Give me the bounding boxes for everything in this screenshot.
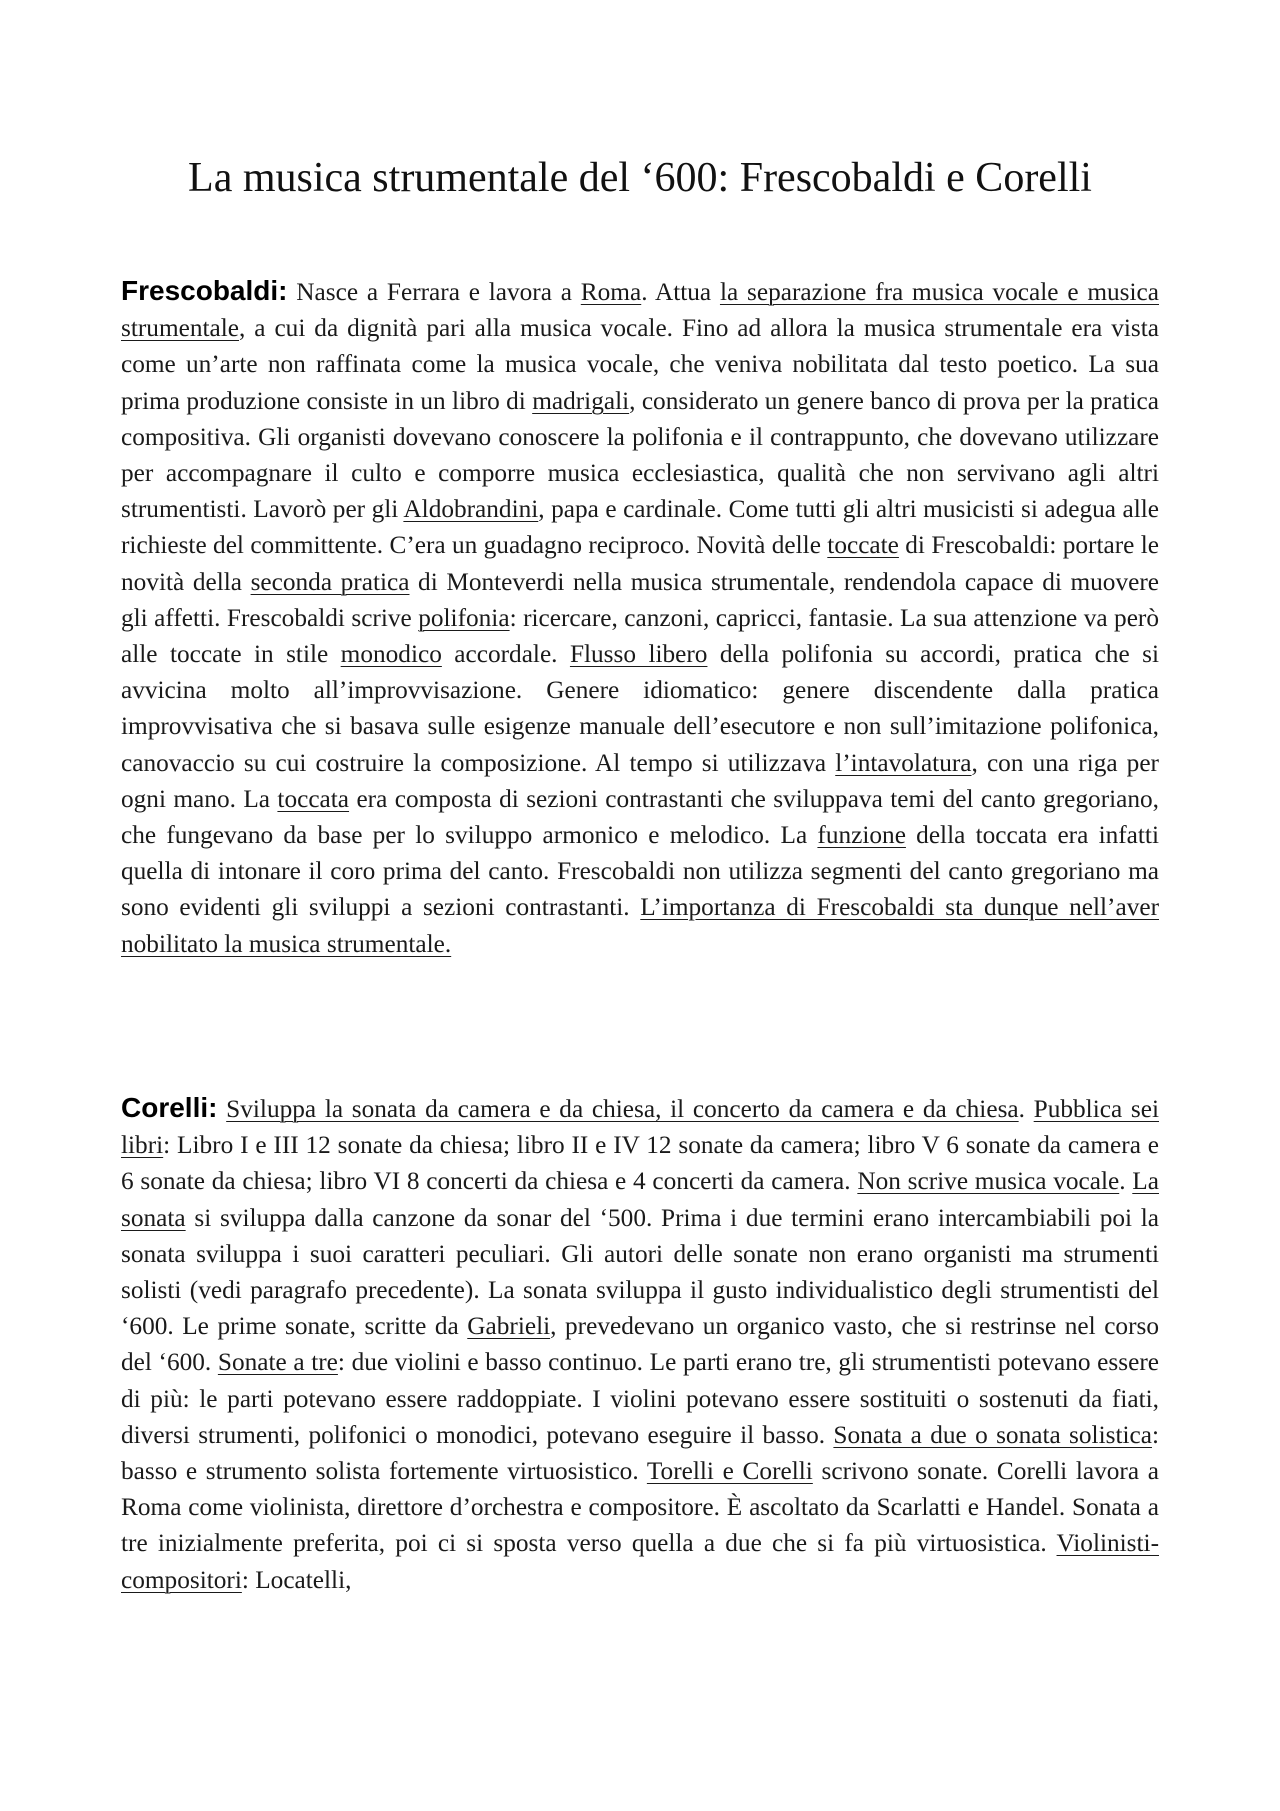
text-run: si sviluppa dalla canzone da sonar del ‘500. Prima i due termini erano intercambiabili poi la sonata sviluppa i suoi caratteri peculiari. Gli autori delle sonate non erano organisti ma strumenti solisti (vedi paragrafo precedente). La sonata sviluppa il gusto individualistico degli strumentisti del ‘600. Le prime sonate, scritte da [121, 1203, 1159, 1341]
underlined-term-gabrieli: Gabrieli [467, 1312, 551, 1341]
underlined-term-non-scrive: Non scrive musica vocale [857, 1167, 1120, 1196]
underlined-conclusion: L’importanza di Frescobaldi sta dunque nell’aver nobilitato la musica strumentale. [121, 893, 1159, 958]
underlined-term-intavolatura: l’intavolatura [835, 748, 972, 777]
text-run [217, 1095, 226, 1123]
underlined-term-aldobrandini: Aldobrandini [403, 495, 539, 524]
underlined-term-torelli-corelli: Torelli e Corelli [646, 1457, 813, 1486]
corelli-paragraph [121, 1090, 1159, 1598]
underlined-term-pubblica: Pubblica sei libri [121, 1095, 1159, 1160]
text-run: di Frescobaldi: portare le novità della [121, 531, 1159, 596]
text-run: Nasce a Ferrara e lavora a [287, 278, 581, 306]
corelli-heading: Corelli: [121, 1092, 218, 1123]
text-run: accordale. [441, 640, 570, 669]
text-run: , papa e cardinale. Come tutti gli altri musicisti si adegua alle richieste del committente. C’era un guadagno reciproco. Novità delle [121, 495, 1159, 560]
underlined-term-la-sonata: La sonata [121, 1167, 1159, 1232]
text-run: : ricercare, canzoni, capricci, fantasie. La sua attenzione va però alle toccate in stile [121, 603, 1159, 669]
underlined-term-funzione: funzione [817, 821, 906, 850]
underlined-term-madrigali: madrigali [532, 386, 630, 415]
text-run: , considerato un genere banco di prova per la pratica compositiva. Gli organisti dovevano conoscere la polifonia e il contrappunto, che dovevano utilizzare per accompagnare il culto e comporre musica ecclesiastica, qualità che non servivano agli altri strumentisti. Lavorò per gli [121, 386, 1159, 524]
underlined-term-violinisti: Violinisti-compositori [121, 1529, 1159, 1594]
text-run: : basso e strumento solista fortemente virtuosistico. [121, 1420, 1159, 1486]
text-run: . [1119, 1167, 1133, 1196]
underlined-term-monodico: monodico [340, 640, 442, 669]
underlined-term-separazione: la separazione fra musica vocale e musica strumentale [121, 278, 1159, 343]
text-run: , a cui da dignità pari alla musica vocale. Fino ad allora la musica strumentale era vista come un’arte non raffinata come la musica vocale, che veniva nobilitata dal testo poetico. La sua prima produzione consiste in un libro di [121, 314, 1159, 415]
underlined-term-sviluppa: Sviluppa la sonata da camera e da chiesa, il concerto da camera e da chiesa [226, 1095, 1019, 1123]
underlined-term-roma: Roma [580, 278, 642, 306]
frescobaldi-paragraph [121, 273, 1159, 962]
text-run: : Locatelli, [241, 1565, 352, 1594]
text-run: scrivono sonate. Corelli lavora a Roma come violinista, direttore d’orchestra e compositore. È ascoltato da Scarlatti e Handel. Sonata a tre inizialmente preferita, poi ci si sposta verso quella a due che si fa più virtuosistica. [121, 1457, 1159, 1558]
page-title: La musica strumentale del ‘600: Frescobaldi e Corelli [188, 155, 1092, 201]
underlined-term-sonata-a-due: Sonata a due o sonata solistica [833, 1420, 1152, 1449]
underlined-term-toccate: toccate [827, 531, 899, 560]
underlined-term-flusso-libero: Flusso libero [569, 640, 708, 669]
text-run: , prevedevano un organico vasto, che si restrinse nel corso del ‘600. [121, 1312, 1160, 1377]
text-run: : Libro I e III 12 sonate da chiesa; libro II e IV 12 sonate da camera; libro V 6 sonate da camera e 6 sonate da chiesa; libro VI 8 concerti da chiesa e 4 concerti da camera. [121, 1131, 1159, 1196]
text-run: : due violini e basso continuo. Le parti erano tre, gli strumentisti potevano essere di più: le parti potevano essere raddoppiate. I violini potevano essere sostituiti o sostenuti da fiati, diversi strumenti, polifonici o monodici, potevano eseguire il basso. [121, 1348, 1159, 1449]
underlined-term-polifonia: polifonia [418, 603, 510, 632]
text-run: , con una riga per ogni mano. La [121, 748, 1159, 813]
text-run: della polifonia su accordi, pratica che si avvicina molto all’improvvisazione. Genere idiomatico: genere discendente dalla pratica improvvisativa che si basava sulle esigenze manuale dell’esecutore e non sull’imitazione polifonica, canovaccio su cui costruire la composizione. Al tempo si utilizzava [121, 640, 1159, 777]
frescobaldi-heading: Frescobaldi: [121, 275, 288, 306]
underlined-term-seconda-pratica: seconda pratica [250, 567, 410, 596]
text-run: della toccata era infatti quella di intonare il coro prima del canto. Frescobaldi non utilizza segmenti del canto gregoriano ma sono evidenti gli sviluppi a sezioni contrastanti. [121, 821, 1159, 922]
text-run: . Attua [641, 278, 720, 306]
text-run: era composta di sezioni contrastanti che sviluppava temi del canto gregoriano, che fungevano da base per lo sviluppo armonico e melodico. La [121, 784, 1159, 850]
underlined-term-sonate-a-tre: Sonate a tre [217, 1348, 338, 1377]
underlined-term-toccata: toccata [277, 784, 350, 813]
text-run: . [1018, 1095, 1034, 1123]
text-run: di Monteverdi nella musica strumentale, rendendola capace di muovere gli affetti. Frescobaldi scrive [121, 567, 1159, 632]
